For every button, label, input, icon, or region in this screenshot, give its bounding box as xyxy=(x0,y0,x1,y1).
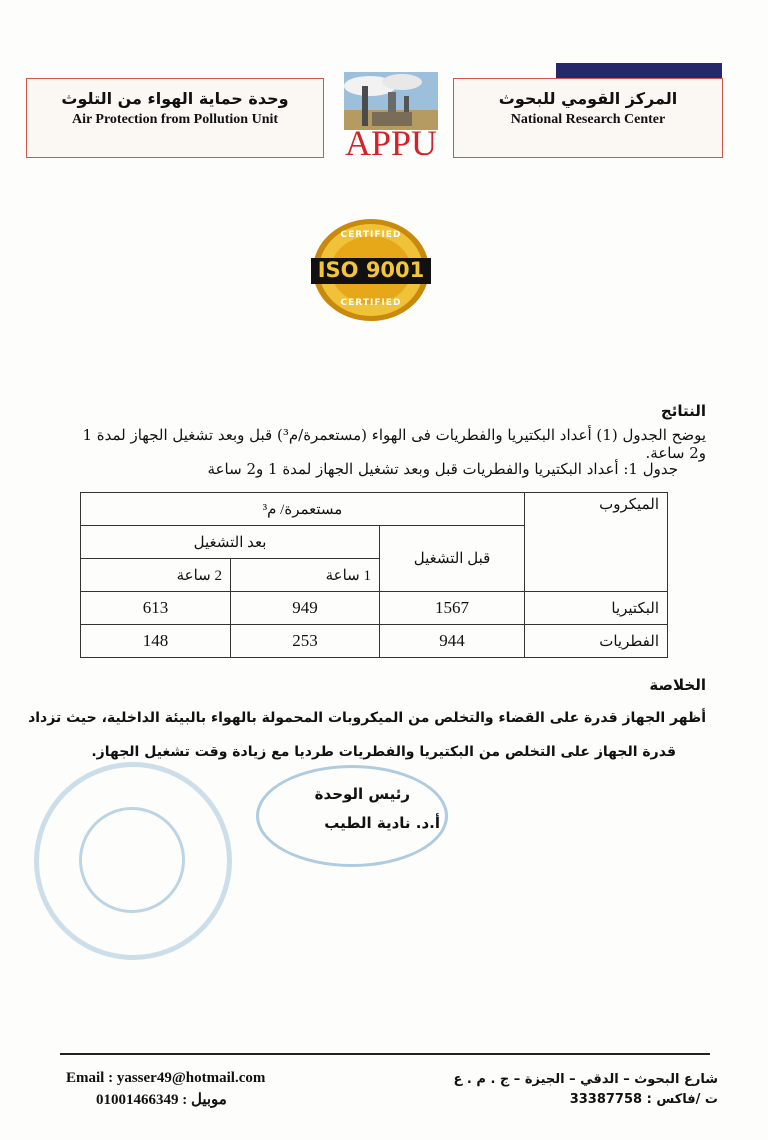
row-microbe-name: الفطريات xyxy=(525,625,668,658)
footer-email: Email : yasser49@hotmail.com xyxy=(66,1070,266,1086)
row-before-value: 944 xyxy=(380,625,525,658)
unit-name-english: Air Protection from Pollution Unit xyxy=(71,112,279,127)
conclusion-heading: الخلاصة xyxy=(649,676,706,694)
header-1-hour: 1 ساعة xyxy=(231,559,380,592)
signature-title: رئيس الوحدة xyxy=(314,785,410,803)
table-row xyxy=(81,592,668,625)
table-caption: جدول 1: أعداد البكتيريا والفطريات قبل وبعد تشغيل الجهاز لمدة 1 و2 ساعة xyxy=(207,460,678,478)
appu-logo xyxy=(340,72,442,164)
appu-unit-box xyxy=(26,78,324,158)
org-name-arabic: المركز القومي للبحوث xyxy=(498,89,678,108)
header-microbe: الميكروب xyxy=(525,493,668,592)
row-2-hours-value: 613 xyxy=(81,592,231,625)
iso-top-text: CERTIFIED xyxy=(340,230,402,240)
row-1-hour-value: 253 xyxy=(231,625,380,658)
footer-phone: ت /فاكس : 33387758 xyxy=(569,1092,718,1107)
org-name-english: National Research Center xyxy=(510,112,666,127)
table-row xyxy=(81,625,668,658)
unit-name-arabic: وحدة حماية الهواء من التلوث xyxy=(61,89,289,108)
seal-inner-ring xyxy=(79,807,185,913)
signature-name: أ.د. نادية الطيب xyxy=(324,814,440,832)
national-research-center-box xyxy=(453,78,723,158)
footer-mobile: موبيل : 01001466349 xyxy=(96,1092,227,1108)
conclusion-line-1: أظهر الجهاز قدرة على القضاء والتخلص من الميكروبات المحمولة بالهواء بالبيئة الداخلية، حيث تزداد xyxy=(28,710,706,726)
appu-logo-text: APPU xyxy=(344,123,438,163)
header-2-hours: 2 ساعة xyxy=(81,559,231,592)
conclusion-line-2: قدرة الجهاز على التخلص من البكتيريا والفطريات طرديا مع زيادة وقت تشغيل الجهاز. xyxy=(91,744,676,760)
header-after: بعد التشغيل xyxy=(81,526,380,559)
iso-9001-badge xyxy=(311,216,431,322)
results-sentence: يوضح الجدول (1) أعداد البكتيريا والفطريات فى الهواء (مستعمرة/م³) قبل وبعد تشغيل الجهاز لمدة 1 و2 ساعة. xyxy=(82,426,706,462)
left-official-seal xyxy=(34,762,232,960)
row-2-hours-value: 148 xyxy=(81,625,231,658)
row-1-hour-value: 949 xyxy=(231,592,380,625)
header-accent-bar xyxy=(556,63,722,78)
footer-address: شارع البحوث – الدقي – الجيزة – ج . م . ع xyxy=(453,1072,718,1087)
results-heading: النتائج xyxy=(660,402,706,420)
row-before-value: 1567 xyxy=(380,592,525,625)
header-before: قبل التشغيل xyxy=(380,526,525,592)
microbe-count-table xyxy=(80,492,668,658)
footer-divider xyxy=(60,1053,710,1055)
row-microbe-name: البكتيريا xyxy=(525,592,668,625)
iso-main-text: ISO 9001 xyxy=(317,258,425,282)
iso-bottom-text: CERTIFIED xyxy=(340,298,402,308)
header-unit: مستعمرة/ م³ xyxy=(81,493,525,526)
